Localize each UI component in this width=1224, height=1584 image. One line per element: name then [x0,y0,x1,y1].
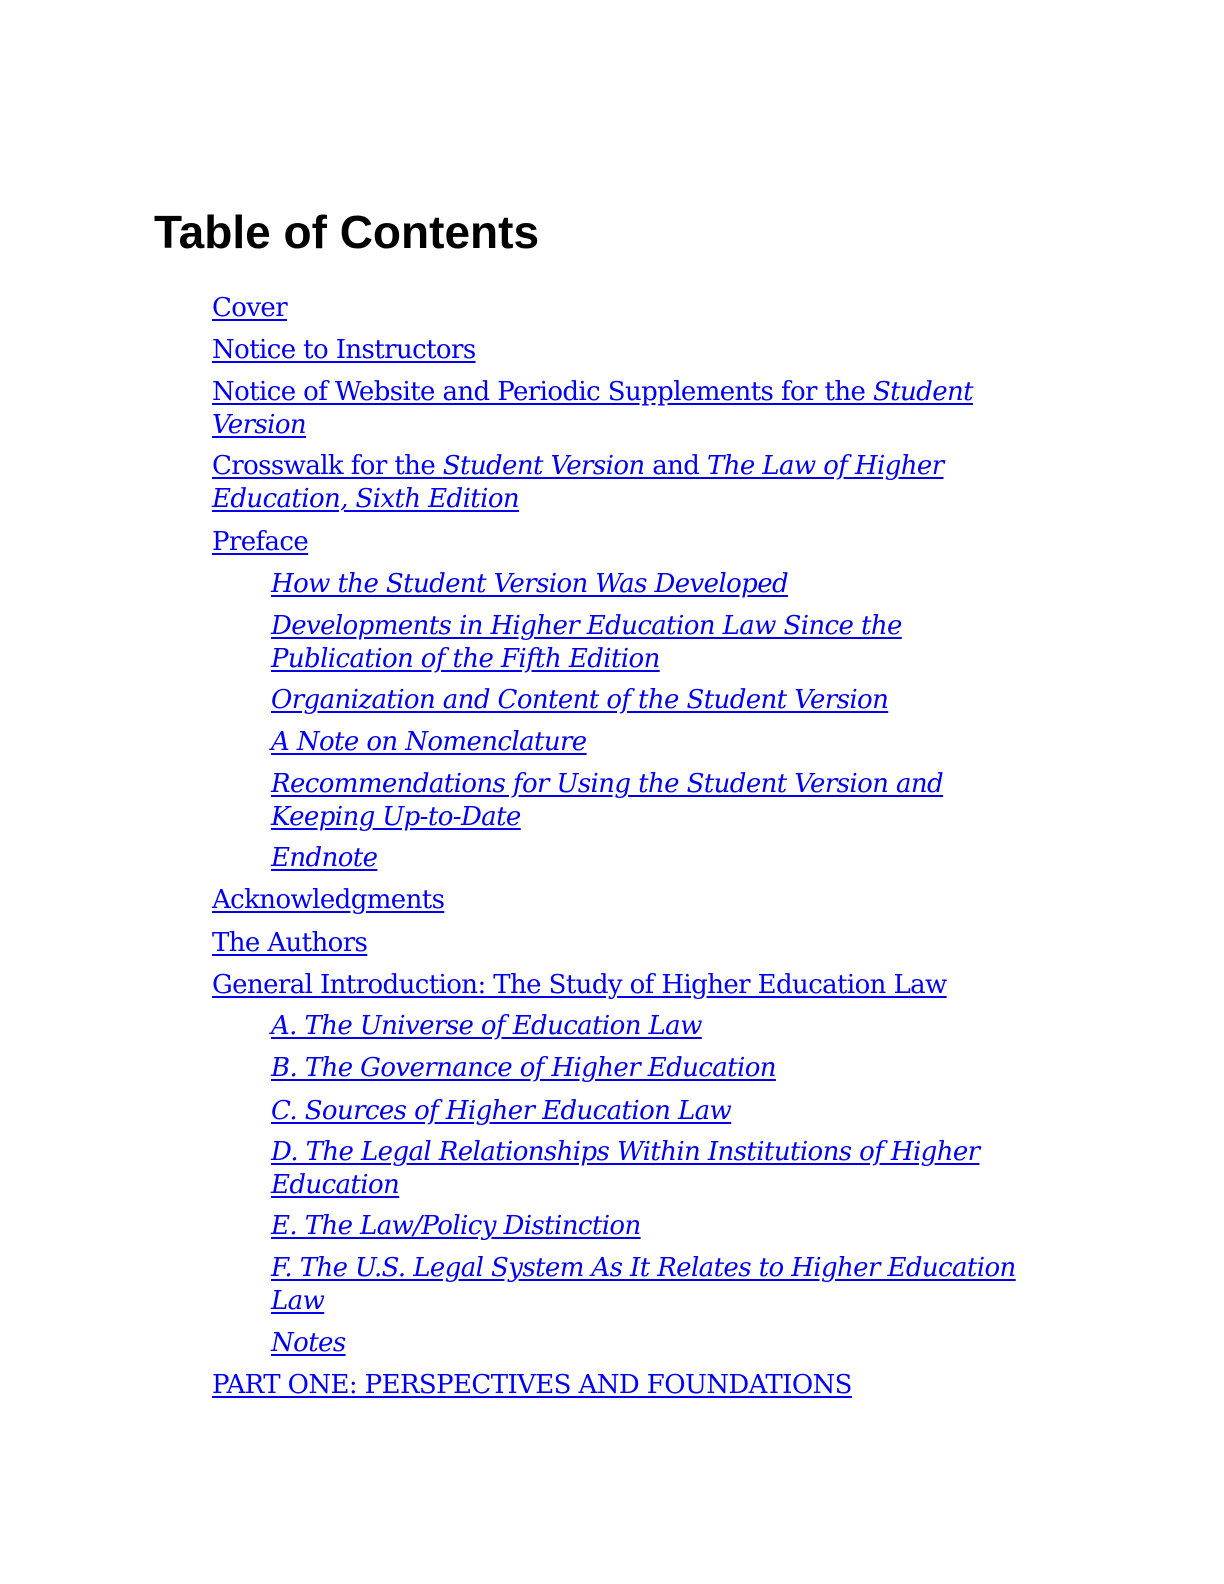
page-title: Table of Contents [154,206,540,258]
toc-entry-link[interactable] [212,376,973,442]
toc-entry-link[interactable] [271,610,902,676]
toc-entry-link[interactable] [271,684,888,717]
toc-entry-text: Notes [271,1328,346,1358]
toc-entry-text: Publication of the Fifth Edition [271,644,660,674]
toc-entry-link[interactable] [271,1052,776,1085]
toc-entry-text: Recommendations for Using the Student Version and [271,769,944,799]
toc-entry-link[interactable] [271,1010,702,1043]
toc-entry-text: Education, Sixth Edition [212,484,520,514]
toc-entry-text: E. The Law/Policy Distinction [271,1211,641,1241]
toc-entry-text: Preface [212,527,309,557]
toc-entry-text: C. Sources of Higher Education Law [271,1096,732,1126]
toc-entry-text: F. The U.S. Legal System As It Relates to Higher Education [271,1253,1016,1283]
toc-entry-link[interactable] [212,334,476,367]
toc-entry-text: Acknowledgments [212,885,445,915]
toc-entry-text: Version [212,410,307,440]
toc-entry-link[interactable] [212,450,944,516]
toc-entry-text: Keeping Up-to-Date [271,802,521,832]
toc-entry-link[interactable] [271,726,587,759]
toc-entry-link[interactable] [212,884,444,917]
toc-entry-text: Student Version [442,451,645,481]
toc-entry-link[interactable] [271,1210,641,1243]
toc-entry-text: How the Student Version Was Developed [271,569,789,599]
toc-entry-link[interactable] [212,526,308,559]
toc-entry-text: B. The Governance of Higher Education [271,1053,776,1083]
toc-entry-text: General Introduction: The Study of Higher Education Law [212,970,947,1000]
toc-entry-link[interactable] [212,927,367,960]
toc-entry-text: D. The Legal Relationships Within Institutions of Higher [271,1137,980,1167]
toc-entry-text: Notice of Website and Periodic Supplements for the [212,377,873,407]
toc-entry-link[interactable] [271,1136,979,1202]
toc-entry-text: Notice to Instructors [212,335,476,365]
toc-entry-text: A Note on Nomenclature [271,727,587,757]
toc-entry-text: Student [872,377,973,407]
toc-entry-text: Law [271,1286,325,1316]
toc-entry-text: The Authors [212,928,368,958]
toc-entry-link[interactable] [212,969,947,1002]
toc-entry-link[interactable] [271,568,788,601]
toc-entry-text: Developments in Higher Education Law Since the [271,611,902,641]
toc-entry-link[interactable] [271,1252,1016,1318]
toc-entry-link[interactable] [271,842,377,875]
toc-entry-text: Organization and Content of the Student Version [271,685,889,715]
toc-entry-text: Cover [212,293,288,323]
toc-entry-text: Education [271,1170,400,1200]
toc-entry-text: Crosswalk for the [212,451,443,481]
toc-entry-text: PART ONE: PERSPECTIVES AND FOUNDATIONS [212,1370,852,1400]
toc-entry-link[interactable] [212,1369,852,1402]
toc-entry-text: and [644,451,707,481]
toc-entry-link[interactable] [212,292,287,325]
toc-entry-text: Endnote [271,843,378,873]
toc-entry-link[interactable] [271,1095,731,1128]
toc-entry-text: The Law of Higher [706,451,944,481]
toc-entry-link[interactable] [271,1327,346,1360]
toc-entry-link[interactable] [271,768,943,834]
toc-entry-text: A. The Universe of Education Law [271,1011,702,1041]
